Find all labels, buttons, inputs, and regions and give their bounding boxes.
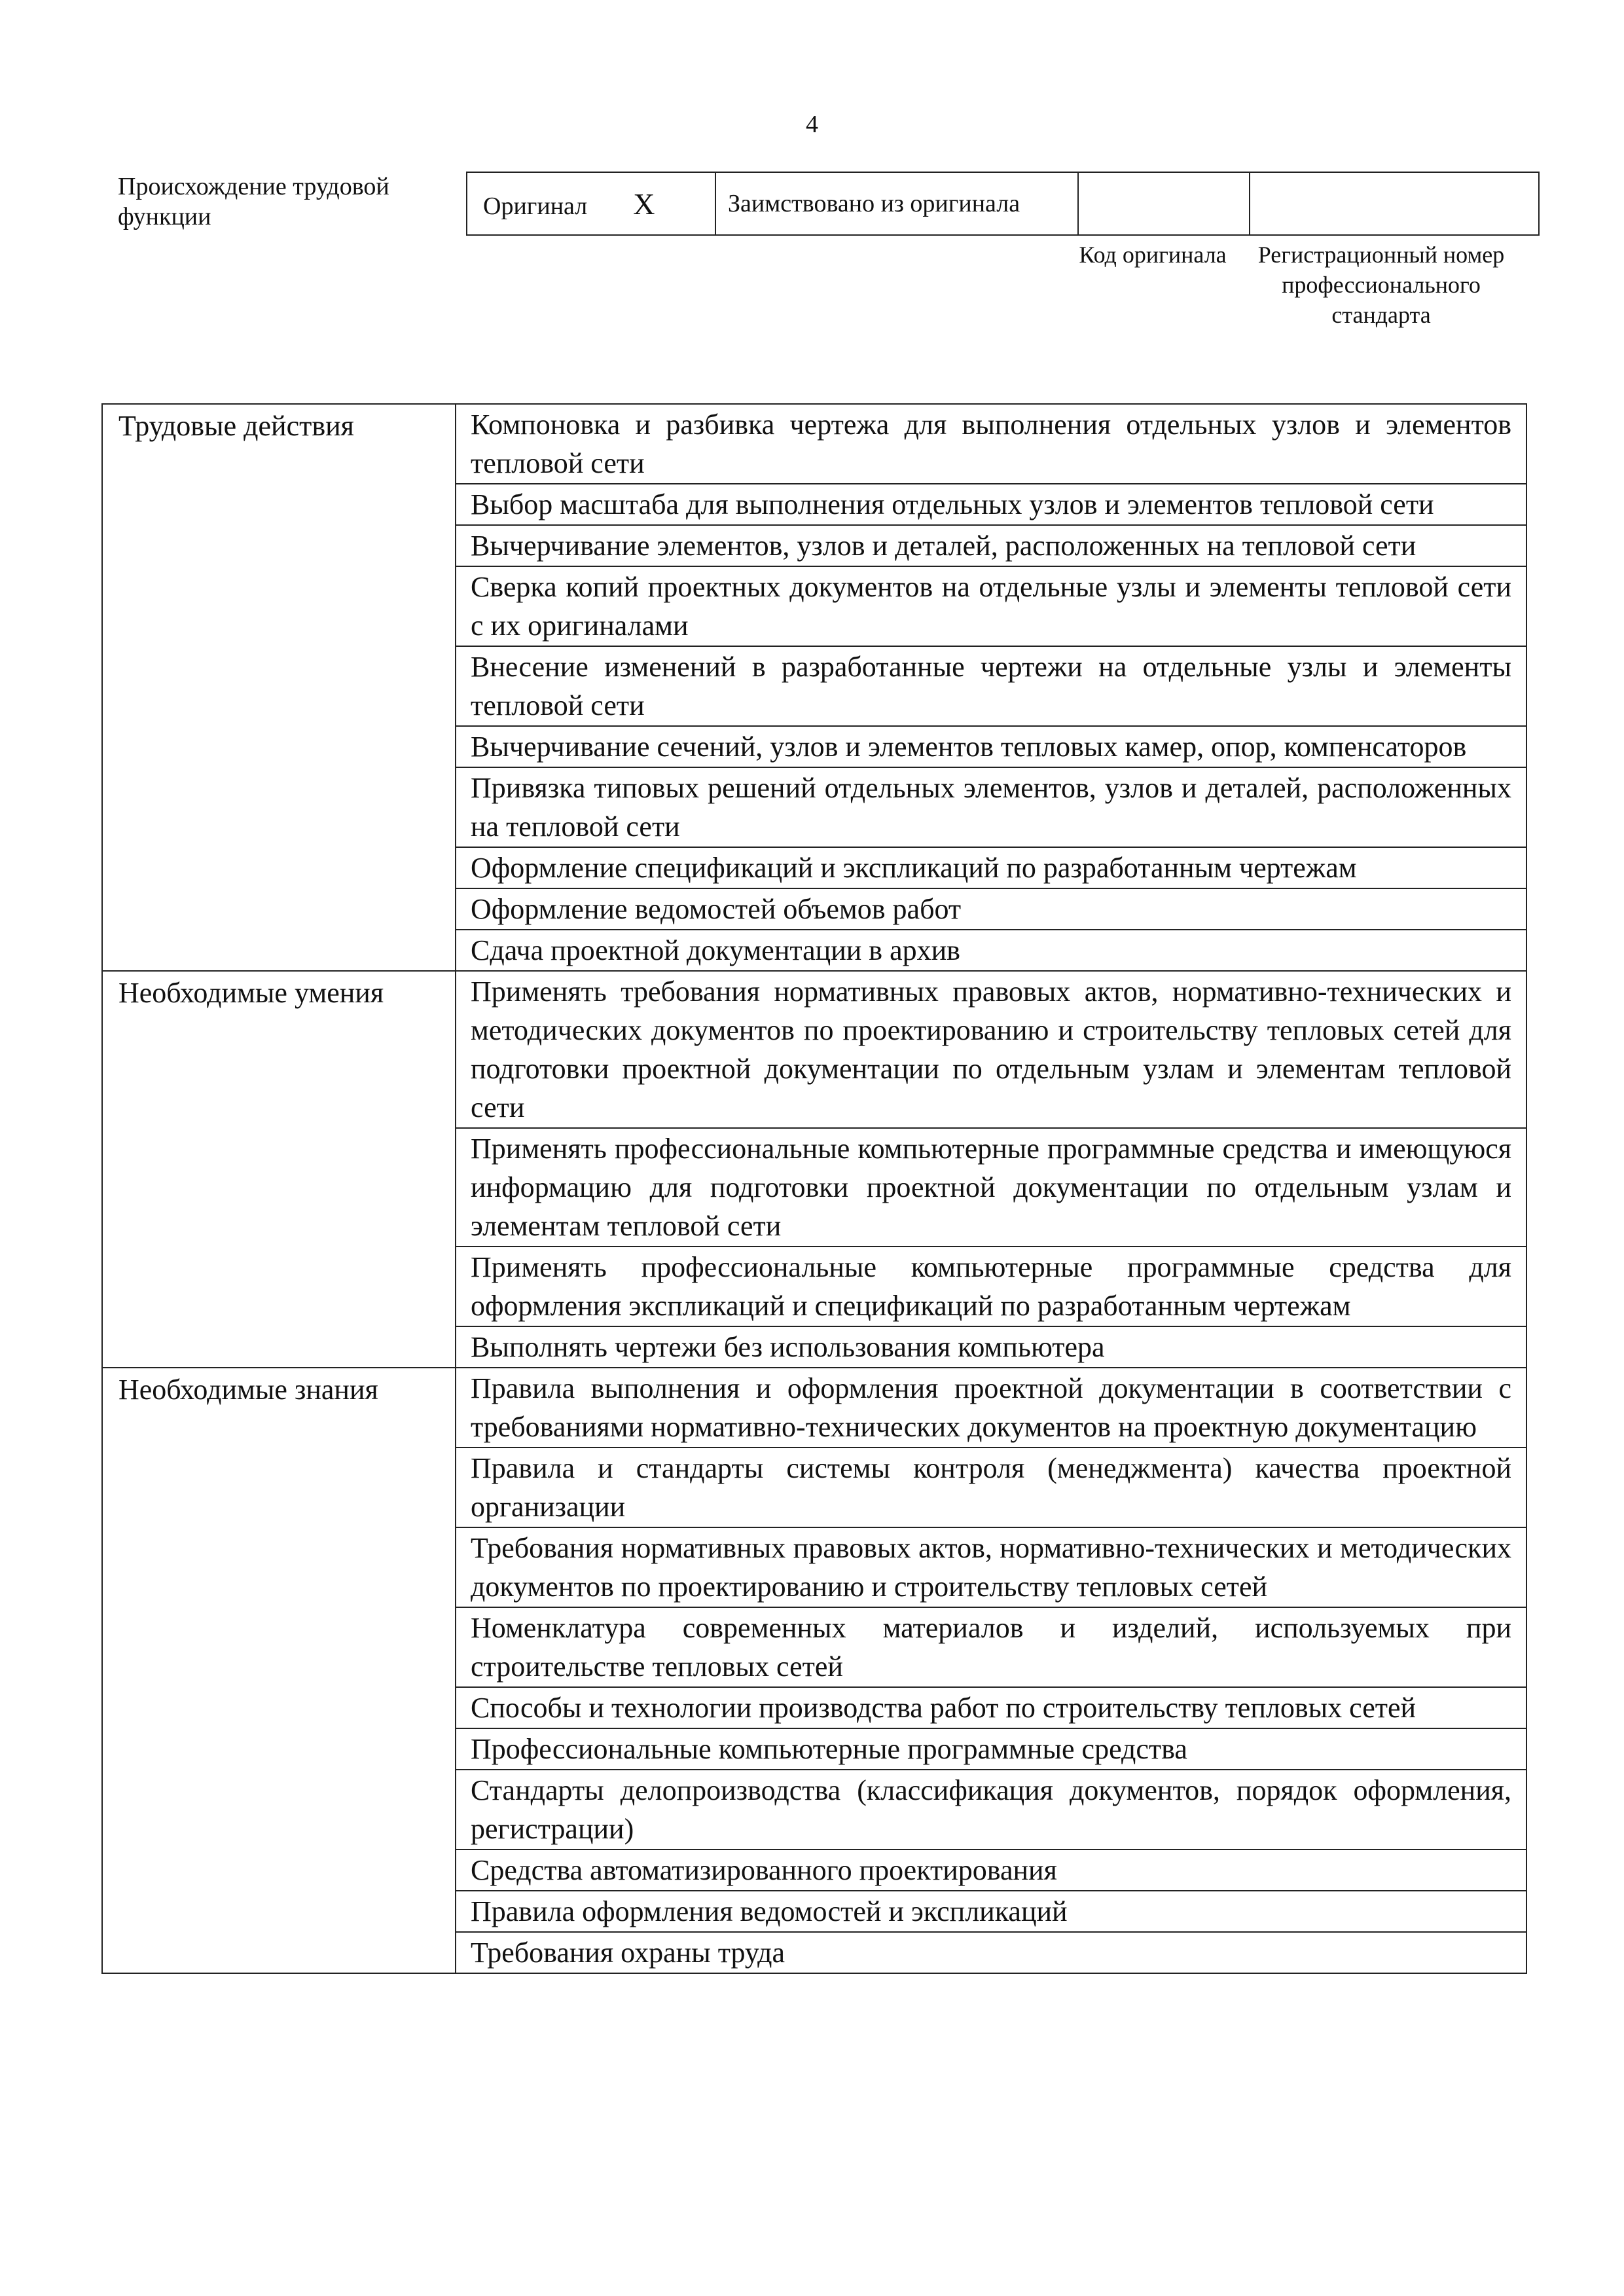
section-item: Компоновка и разбивка чертежа для выполнения отдельных узлов и элементов тепловой сети	[456, 404, 1526, 484]
origin-original-cell	[467, 172, 715, 235]
section-item: Правила оформления ведомостей и экспликаций	[456, 1891, 1526, 1932]
section-item: Оформление спецификаций и экспликаций по разработанным чертежам	[456, 847, 1526, 888]
table-row	[102, 404, 1526, 484]
section-item: Номенклатура современных материалов и изделий, используемых при строительстве тепловых сетей	[456, 1607, 1526, 1687]
origin-label: Происхождение трудовой функции	[118, 173, 389, 230]
section-item: Стандарты делопроизводства (классификация документов, порядок оформления, регистрации)	[456, 1770, 1526, 1850]
origin-table	[466, 172, 1540, 236]
origin-code-cell	[1078, 172, 1250, 235]
section-title: Необходимые знания	[102, 1368, 456, 1973]
main-table	[101, 403, 1527, 1974]
main-table-body	[102, 404, 1526, 1973]
section-item: Сдача проектной документации в архив	[456, 930, 1526, 971]
section-item: Применять требования нормативных правовых актов, нормативно-технических и методических документов по проектированию и строительству тепловых сетей для подготовки проектной документации по отдельным узлам и элементам тепловой сети	[456, 971, 1526, 1128]
section-item: Правила и стандарты системы контроля (менеджмента) качества проектной организации	[456, 1448, 1526, 1527]
section-item: Применять профессиональные компьютерные программные средства для оформления экспликаций и спецификаций по разработанным чертежам	[456, 1247, 1526, 1326]
section-item: Применять профессиональные компьютерные программные средства и имеющуюся информацию для подготовки проектной документации по отдельным узлам и элементам тепловой сети	[456, 1128, 1526, 1247]
page-number: 4	[806, 111, 818, 138]
section-item: Способы и технологии производства работ по строительству тепловых сетей	[456, 1687, 1526, 1728]
origin-original-mark: X	[633, 187, 655, 221]
section-item: Выбор масштаба для выполнения отдельных узлов и элементов тепловой сети	[456, 484, 1526, 525]
origin-reg-number-cell	[1250, 172, 1539, 235]
code-caption: Код оригинала	[1079, 242, 1227, 268]
section-item: Внесение изменений в разработанные чертежи на отдельные узлы и элементы тепловой сети	[456, 646, 1526, 726]
section-item: Средства автоматизированного проектирования	[456, 1850, 1526, 1891]
section-item: Оформление ведомостей объемов работ	[456, 888, 1526, 930]
origin-borrowed-cell: Заимствовано из оригинала	[715, 172, 1078, 235]
section-title: Трудовые действия	[102, 404, 456, 971]
section-title: Необходимые умения	[102, 971, 456, 1368]
section-item: Требования нормативных правовых актов, нормативно-технических и методических документов по проектированию и строительству тепловых сетей	[456, 1527, 1526, 1607]
origin-original-label: Оригинал	[483, 192, 588, 220]
section-item: Вычерчивание сечений, узлов и элементов тепловых камер, опор, компенсаторов	[456, 726, 1526, 767]
table-row	[102, 1368, 1526, 1448]
section-item: Правила выполнения и оформления проектной документации в соответствии с требованиями нормативно-технических документов на проектную документацию	[456, 1368, 1526, 1448]
reg-number-caption: Регистрационный номер профессионального стандарта	[1257, 242, 1505, 328]
section-item: Профессиональные компьютерные программные средства	[456, 1728, 1526, 1770]
section-item: Вычерчивание элементов, узлов и деталей, расположенных на тепловой сети	[456, 525, 1526, 566]
section-item: Привязка типовых решений отдельных элементов, узлов и деталей, расположенных на тепловой сети	[456, 767, 1526, 847]
section-item: Выполнять чертежи без использования компьютера	[456, 1326, 1526, 1368]
table-row	[102, 971, 1526, 1128]
section-item: Сверка копий проектных документов на отдельные узлы и элементы тепловой сети с их оригиналами	[456, 566, 1526, 646]
section-item: Требования охраны труда	[456, 1932, 1526, 1973]
